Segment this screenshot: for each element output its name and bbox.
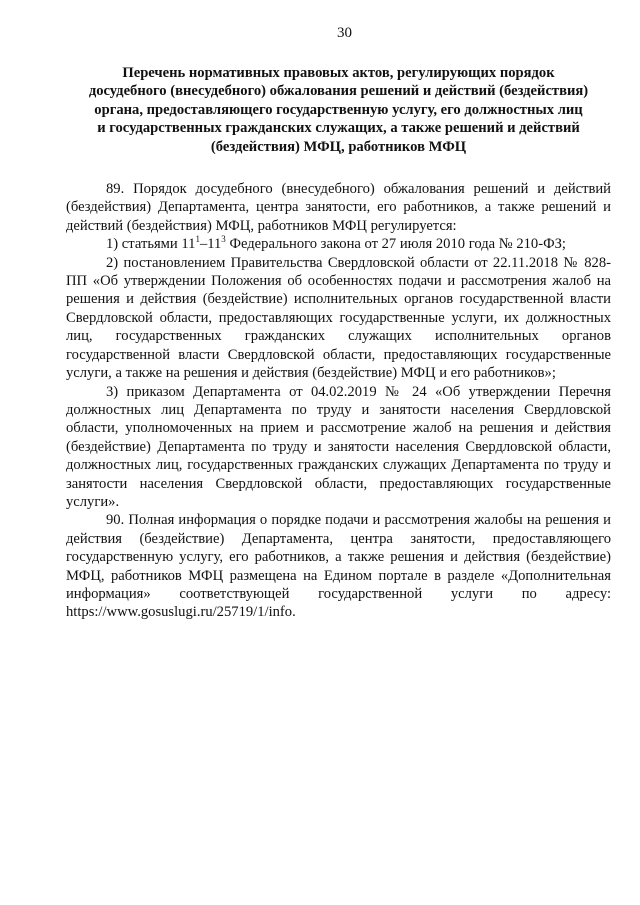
title-line: Перечень нормативных правовых актов, регулирующих порядок xyxy=(122,65,555,81)
item1-superscript-1: 1 xyxy=(195,234,200,245)
page-number: 30 xyxy=(337,25,352,41)
section-title xyxy=(66,64,611,156)
list-item-3: 3) приказом Департамента от 04.02.2019 № 24 «Об утверждении Перечня должностных лиц Департамента по труду и занятости населения Свердловской области, уполномоченных на прием и рассмотрение жалоб на решения и действия (бездействие) Департамента по труду и занятости населения Свердловской области, должностных лиц, государственных гражданских служащих Департамента по труду и занятости населения Свердловской области, предоставляющих государственные услуги». xyxy=(66,383,611,510)
title-line: органа, предоставляющего государственную услугу, его должностных лиц xyxy=(94,101,583,118)
item1-suffix: Федерального закона от 27 июля 2010 года № 210-ФЗ; xyxy=(225,236,566,253)
title-line: и государственных гражданских служащих, а также решений и действий xyxy=(97,120,580,137)
item1-prefix: 1) статьями 11 xyxy=(106,236,196,253)
item1-superscript-3: 3 xyxy=(221,234,226,245)
paragraph-89: 89. Порядок досудебного (внесудебного) обжалования решений и действий (бездействия) Департамента, центра занятости, его работников, а также решений и действий (бездействия) МФЦ, работников МФЦ регулируется: xyxy=(66,181,611,234)
paragraph-90: 90. Полная информация о порядке подачи и рассмотрения жалобы на решения и действия (бездействие) Департамента, центра занятости, предоставляющего государственную услугу, его работников, а также решения и действия (бездействие) МФЦ, работников МФЦ размещена на Едином портале в разделе «Дополнительная информация» соответствующей государственной услуги по адресу: https://www.gosuslugi.ru/25719/1/info. xyxy=(66,512,611,621)
document-page xyxy=(66,24,611,622)
list-item-1 xyxy=(66,235,611,253)
title-line: досудебного (внесудебного) обжалования решений и действий (бездействия) xyxy=(88,83,589,100)
document-body xyxy=(66,180,611,622)
title-line: (бездействия) МФЦ, работников МФЦ xyxy=(210,138,467,155)
item1-dash: –11 xyxy=(199,236,222,253)
list-item-2: 2) постановлением Правительства Свердловской области от 22.11.2018 № 828-ПП «Об утверждении Положения об особенностях подачи и рассмотрения жалоб на решения и действия (бездействие) исполнительных органов государственной власти Свердловской области, предоставляющих государственные услуги, их должностных лиц, государственных гражданских служащих исполнительных органов государственной власти Свердловской области, предоставляющих государственные услуги, а также на решения и действия (бездействие) МФЦ и его работников»; xyxy=(66,254,611,382)
